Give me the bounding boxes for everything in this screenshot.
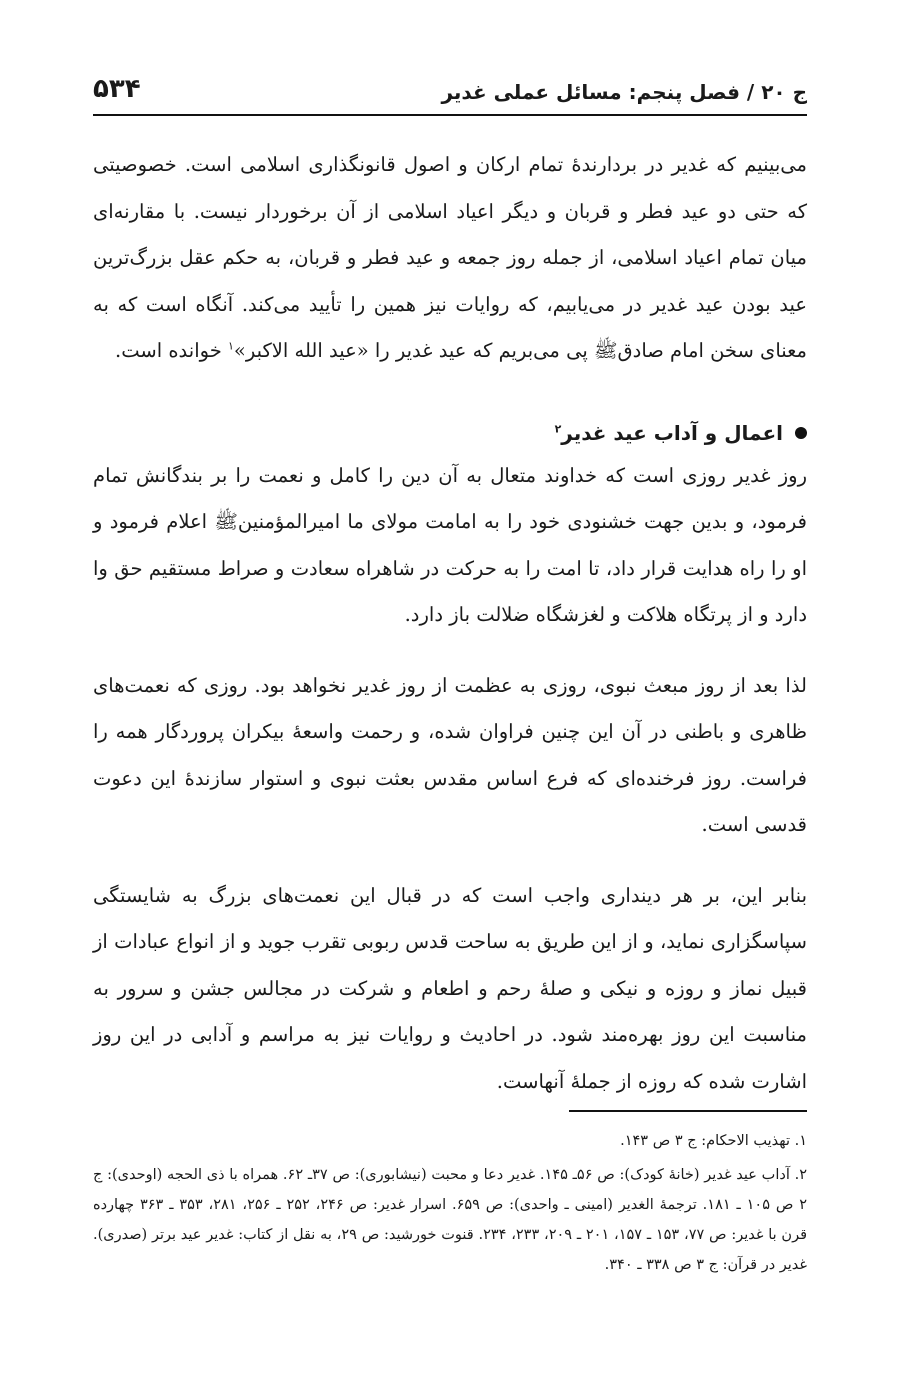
footnote-2: ۲. آداب عید غدیر (خانهٔ کودک): ص ۵۶ـ ۱۴۵. غدیر دعا و محبت (نیشابوری): ص ۳۷ـ ۶۲. همراه با ذی الحجه (اوحدی): ج ۲ ص ۱۰۵ ـ ۱۸۱. ترجمهٔ الغدیر (امینی ـ واحدی): ص ۶۵۹. اسرار غدیر: ص ۲۴۶، ۲۵۲ ـ ۲۵۶، ۲۸۱، ۳۵۳ ـ ۳۶۳ چهارده قرن با غدیر: ص ۷۷، ۱۵۳ ـ ۱۵۷، ۲۰۱ ـ ۲۰۹، ۲۳۳، ۲۳۴. قنوت خورشید: ص ۲۹، به نقل از کتاب: غدیر عید برتر (صدری). غدیر در قرآن: ج ۳ ص ۳۳۸ ـ ۳۴۰. — [93, 1167, 808, 1273]
main-text — [93, 142, 807, 1105]
running-title: ج ۲۰ / فصل پنجم: مسائل عملی غدیر — [441, 80, 807, 104]
paragraph-2: روز غدیر روزی است که خداوند متعال به آن دین را کامل و نعمت را بر بندگانش تمام فرمود، و بدین جهت خشنودی خود را به امامت مولای ما امیرالمؤمنین‌ﷺ اعلام فرمود و او را راه هدایت قرار داد، تا امت را به حرکت در شاهراه سعادت و صراط مستقیم حق وا دارد و از پرتگاه هلاکت و لغزشگاه ضلالت باز دارد. — [93, 463, 807, 626]
footnote-divider — [569, 1110, 807, 1112]
section-heading-text: اعمال و آداب عید غدیر — [561, 420, 783, 445]
page-header — [93, 62, 807, 116]
footnote-ref-1: ۱ — [227, 339, 234, 353]
paragraph-1 — [93, 142, 807, 375]
bullet-icon — [795, 427, 807, 439]
paragraph-4: بنابر این، بر هر دینداری واجب است که در قبال این نعمت‌های بزرگ به شایستگی سپاسگزاری نماید، و از این طریق به ساحت قدس ربوبی تقرب جوید و از انواع عبادات از قبیل نماز و روزه و نیکی و صلهٔ رحم و اطعام و شرکت در مجالس جشن و سرور به مناسبت این روز بهره‌مند شود. در احادیث و روایات نیز به مراسم و آدابی در این روز اشارت شده که روزه از جملهٔ آنهاست. — [93, 883, 807, 1093]
paragraph-1-tail: خوانده است. — [115, 339, 228, 362]
footnote-1: ۱. تهذیب الاحکام: ج ۳ ص ۱۴۳. — [620, 1133, 807, 1149]
page-number: ۵۳۴ — [93, 74, 141, 104]
paragraph-3: لذا بعد از روز مبعث نبوی، روزی به عظمت از روز غدیر نخواهد بود. روزی که نعمت‌های ظاهری و باطنی در آن این چنین فراوان شده، و رحمت واسعهٔ بیکران پروردگار همه را فراست. روز فرخنده‌ای که فرع اساس مقدس بعثت نبوی و استوار سازندهٔ این دعوت قدسی است. — [93, 673, 807, 836]
paragraph-1-text: می‌بینیم که غدیر در بردارندهٔ تمام ارکان و اصول قانونگذاری اسلامی است. خصوصیتی که حتی دو عید فطر و قربان و دیگر اعیاد اسلامی از آن برخوردار نیست. با مقارنه‌ای میان تمام اعیاد اسلامی، از جمله روز جمعه و عید فطر و قربان، به حکم عقل بزرگ‌ترین عید بودن عید غدیر در می‌یابیم، که روایات نیز همین را تأیید می‌کند. آنگاه است که به معنای سخن امام صادق‌ﷺ پی می‌بریم که عید غدیر را «عید الله الاکبر» — [93, 153, 807, 362]
footnote-ref-2: ۲ — [554, 421, 562, 435]
footnotes — [93, 1126, 807, 1284]
section-heading — [93, 413, 807, 453]
